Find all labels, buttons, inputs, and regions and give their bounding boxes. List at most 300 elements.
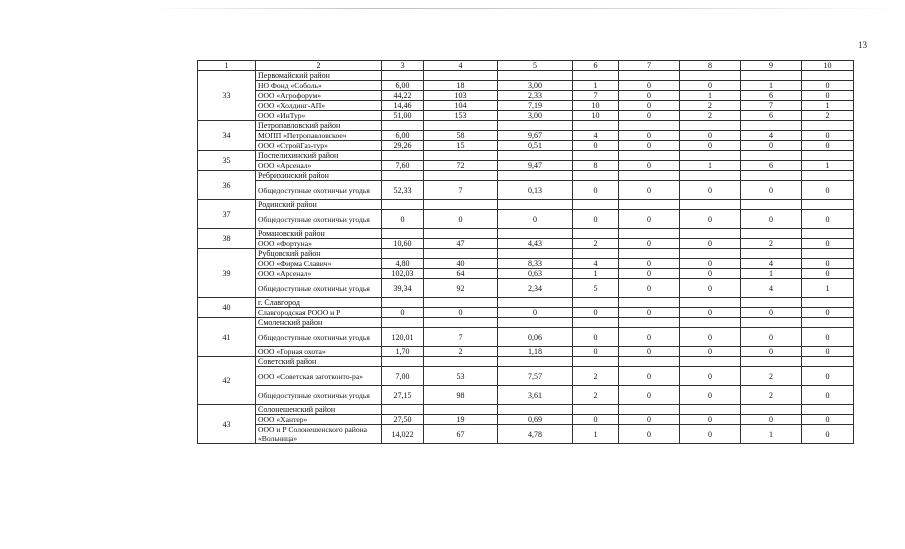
value-cell: 0: [680, 308, 741, 318]
value-cell: 0: [619, 328, 680, 347]
empty-cell: [741, 405, 802, 415]
empty-cell: [619, 151, 680, 161]
value-cell: 0,13: [498, 181, 573, 200]
value-cell: 7,19: [498, 101, 573, 111]
value-cell: 0,51: [498, 141, 573, 151]
district-row: [198, 249, 854, 259]
column-header: 4: [424, 61, 498, 71]
value-cell: 0: [680, 269, 741, 279]
empty-cell: [424, 71, 498, 81]
value-cell: 0: [802, 210, 854, 229]
district-row: [198, 71, 854, 81]
district-name: Смоленский район: [256, 318, 382, 328]
value-cell: 4,80: [382, 259, 424, 269]
table-row: [198, 239, 854, 249]
empty-cell: [573, 318, 619, 328]
entity-name: Общедоступные охотничьи угодья: [256, 210, 382, 229]
table-row: [198, 91, 854, 101]
entity-name: ООО «Фирма Славич»: [256, 259, 382, 269]
value-cell: 0: [680, 81, 741, 91]
value-cell: 92: [424, 279, 498, 298]
value-cell: 47: [424, 239, 498, 249]
group-number: 35: [198, 151, 256, 171]
empty-cell: [619, 298, 680, 308]
value-cell: 153: [424, 111, 498, 121]
district-row: [198, 171, 854, 181]
entity-name: НО Фонд «Соболь»: [256, 81, 382, 91]
district-name: Первомайский район: [256, 71, 382, 81]
empty-cell: [802, 405, 854, 415]
table-body: [198, 61, 854, 444]
column-header: 3: [382, 61, 424, 71]
empty-cell: [573, 200, 619, 210]
empty-cell: [498, 405, 573, 415]
empty-cell: [619, 200, 680, 210]
empty-cell: [680, 200, 741, 210]
entity-name: МОПП «Петропавловское»: [256, 131, 382, 141]
table-row: [198, 141, 854, 151]
value-cell: 0: [680, 239, 741, 249]
group-number: 40: [198, 298, 256, 318]
empty-cell: [573, 249, 619, 259]
entity-name: ООО «Горная охота»: [256, 347, 382, 357]
value-cell: 3,00: [498, 111, 573, 121]
value-cell: 0: [680, 259, 741, 269]
table-row: [198, 386, 854, 405]
value-cell: 0: [619, 367, 680, 386]
value-cell: 15: [424, 141, 498, 151]
district-name: Поспелихинский район: [256, 151, 382, 161]
value-cell: 2,34: [498, 279, 573, 298]
table-row: [198, 111, 854, 121]
empty-cell: [498, 171, 573, 181]
value-cell: 0: [802, 328, 854, 347]
district-row: [198, 229, 854, 239]
value-cell: 2: [741, 386, 802, 405]
value-cell: 0: [573, 181, 619, 200]
value-cell: 0: [573, 328, 619, 347]
value-cell: 1: [741, 81, 802, 91]
group-number: 38: [198, 229, 256, 249]
empty-cell: [573, 229, 619, 239]
value-cell: 6: [741, 91, 802, 101]
empty-cell: [573, 298, 619, 308]
value-cell: 0: [802, 367, 854, 386]
value-cell: 2: [680, 101, 741, 111]
value-cell: 0: [619, 181, 680, 200]
table-row: [198, 308, 854, 318]
value-cell: 7,00: [382, 367, 424, 386]
value-cell: 14,022: [382, 425, 424, 444]
empty-cell: [741, 121, 802, 131]
empty-cell: [619, 357, 680, 367]
table-row: [198, 367, 854, 386]
value-cell: 52,33: [382, 181, 424, 200]
empty-cell: [424, 200, 498, 210]
entity-name: ООО «ИнТур»: [256, 111, 382, 121]
group-number: 41: [198, 318, 256, 357]
value-cell: 0,63: [498, 269, 573, 279]
district-name: Ребрихинский район: [256, 171, 382, 181]
district-name: Солонешенский район: [256, 405, 382, 415]
value-cell: 0: [573, 415, 619, 425]
empty-cell: [382, 171, 424, 181]
value-cell: 0: [680, 367, 741, 386]
value-cell: 0: [680, 141, 741, 151]
value-cell: 0: [741, 415, 802, 425]
value-cell: 0: [802, 269, 854, 279]
value-cell: 1: [802, 101, 854, 111]
entity-name: Славгородская РООО и Р: [256, 308, 382, 318]
empty-cell: [680, 121, 741, 131]
empty-cell: [498, 229, 573, 239]
group-number: 34: [198, 121, 256, 151]
value-cell: 0: [619, 308, 680, 318]
value-cell: 0: [619, 210, 680, 229]
value-cell: 1: [680, 91, 741, 101]
value-cell: 0: [424, 210, 498, 229]
value-cell: 2: [741, 239, 802, 249]
district-row: [198, 151, 854, 161]
empty-cell: [573, 171, 619, 181]
empty-cell: [498, 71, 573, 81]
page-number: 13: [858, 40, 867, 50]
value-cell: 6,00: [382, 131, 424, 141]
entity-name: ООО «Хантер»: [256, 415, 382, 425]
empty-cell: [573, 151, 619, 161]
value-cell: 0: [382, 210, 424, 229]
empty-cell: [680, 71, 741, 81]
table-row: [198, 131, 854, 141]
table-row: [198, 181, 854, 200]
value-cell: 0: [680, 425, 741, 444]
value-cell: 0: [741, 141, 802, 151]
value-cell: 9,67: [498, 131, 573, 141]
empty-cell: [741, 151, 802, 161]
empty-cell: [680, 151, 741, 161]
value-cell: 0: [741, 210, 802, 229]
value-cell: 2: [573, 239, 619, 249]
empty-cell: [573, 71, 619, 81]
entity-name: ООО «СтройГаз-тур»: [256, 141, 382, 151]
value-cell: 53: [424, 367, 498, 386]
value-cell: 0: [619, 386, 680, 405]
value-cell: 4: [741, 131, 802, 141]
empty-cell: [802, 200, 854, 210]
district-name: Рубцовский район: [256, 249, 382, 259]
value-cell: 0,06: [498, 328, 573, 347]
value-cell: 0: [680, 386, 741, 405]
value-cell: 0: [619, 161, 680, 171]
empty-cell: [498, 151, 573, 161]
table-row: [198, 415, 854, 425]
value-cell: 8: [573, 161, 619, 171]
empty-cell: [619, 71, 680, 81]
value-cell: 4: [573, 259, 619, 269]
value-cell: 4: [741, 279, 802, 298]
value-cell: 8,33: [498, 259, 573, 269]
group-number: 42: [198, 357, 256, 405]
value-cell: 0: [802, 347, 854, 357]
value-cell: 0: [619, 91, 680, 101]
value-cell: 0: [741, 308, 802, 318]
empty-cell: [424, 171, 498, 181]
value-cell: 120,01: [382, 328, 424, 347]
value-cell: 4,78: [498, 425, 573, 444]
value-cell: 0: [498, 308, 573, 318]
entity-name: ООО «Арсенал»: [256, 161, 382, 171]
value-cell: 6: [741, 111, 802, 121]
empty-cell: [680, 229, 741, 239]
table-row: [198, 161, 854, 171]
empty-cell: [619, 229, 680, 239]
value-cell: 27,15: [382, 386, 424, 405]
value-cell: 0: [802, 141, 854, 151]
value-cell: 0: [573, 347, 619, 357]
empty-cell: [680, 171, 741, 181]
value-cell: 0: [802, 415, 854, 425]
table-row: [198, 347, 854, 357]
table-row: [198, 210, 854, 229]
empty-cell: [619, 405, 680, 415]
district-row: [198, 121, 854, 131]
value-cell: 27,50: [382, 415, 424, 425]
value-cell: 10: [573, 111, 619, 121]
value-cell: 0: [802, 239, 854, 249]
value-cell: 0: [619, 415, 680, 425]
entity-name: ООО «Агрофорум»: [256, 91, 382, 101]
value-cell: 44,22: [382, 91, 424, 101]
district-row: [198, 405, 854, 415]
empty-cell: [382, 357, 424, 367]
empty-cell: [619, 249, 680, 259]
value-cell: 2: [741, 367, 802, 386]
column-header: 7: [619, 61, 680, 71]
hunting-grounds-table: [197, 60, 854, 444]
empty-cell: [498, 357, 573, 367]
empty-cell: [498, 318, 573, 328]
value-cell: 0: [619, 269, 680, 279]
table-row: [198, 425, 854, 444]
empty-cell: [741, 171, 802, 181]
group-number: 37: [198, 200, 256, 229]
value-cell: 0: [680, 347, 741, 357]
empty-cell: [498, 200, 573, 210]
empty-cell: [424, 298, 498, 308]
district-row: [198, 318, 854, 328]
value-cell: 0: [741, 328, 802, 347]
empty-cell: [680, 357, 741, 367]
table-row: [198, 328, 854, 347]
value-cell: 10,60: [382, 239, 424, 249]
empty-cell: [802, 121, 854, 131]
value-cell: 58: [424, 131, 498, 141]
value-cell: 0: [382, 308, 424, 318]
value-cell: 0: [619, 279, 680, 298]
empty-cell: [619, 121, 680, 131]
entity-name: ООО «Советская заготконто-ра»: [256, 367, 382, 386]
value-cell: 0: [619, 259, 680, 269]
value-cell: 0: [680, 415, 741, 425]
empty-cell: [741, 357, 802, 367]
value-cell: 2: [680, 111, 741, 121]
empty-cell: [573, 121, 619, 131]
empty-cell: [619, 171, 680, 181]
value-cell: 0: [573, 308, 619, 318]
entity-name: ООО «Арсенал»: [256, 269, 382, 279]
column-header: 10: [802, 61, 854, 71]
value-cell: 2: [802, 111, 854, 121]
value-cell: 0: [802, 91, 854, 101]
value-cell: 0: [802, 181, 854, 200]
value-cell: 1: [573, 81, 619, 91]
empty-cell: [498, 249, 573, 259]
value-cell: 40: [424, 259, 498, 269]
entity-name: Общедоступные охотничьи угодья: [256, 328, 382, 347]
table-header-row: [198, 61, 854, 71]
value-cell: 0: [802, 131, 854, 141]
value-cell: 51,00: [382, 111, 424, 121]
group-number: 39: [198, 249, 256, 298]
table-row: [198, 101, 854, 111]
empty-cell: [680, 405, 741, 415]
empty-cell: [382, 249, 424, 259]
empty-cell: [741, 229, 802, 239]
empty-cell: [619, 318, 680, 328]
empty-cell: [680, 298, 741, 308]
empty-cell: [382, 298, 424, 308]
group-number: 43: [198, 405, 256, 444]
empty-cell: [382, 71, 424, 81]
value-cell: 19: [424, 415, 498, 425]
empty-cell: [424, 357, 498, 367]
empty-cell: [424, 121, 498, 131]
empty-cell: [802, 71, 854, 81]
empty-cell: [382, 229, 424, 239]
column-header: 9: [741, 61, 802, 71]
value-cell: 103: [424, 91, 498, 101]
value-cell: 3,61: [498, 386, 573, 405]
district-row: [198, 200, 854, 210]
value-cell: 0: [619, 347, 680, 357]
value-cell: 10: [573, 101, 619, 111]
value-cell: 0: [619, 101, 680, 111]
empty-cell: [680, 318, 741, 328]
district-row: [198, 357, 854, 367]
empty-cell: [382, 200, 424, 210]
empty-cell: [802, 171, 854, 181]
column-header: 6: [573, 61, 619, 71]
value-cell: 2: [573, 367, 619, 386]
value-cell: 1: [741, 425, 802, 444]
empty-cell: [424, 405, 498, 415]
value-cell: 39,34: [382, 279, 424, 298]
value-cell: 7: [741, 101, 802, 111]
value-cell: 4: [741, 259, 802, 269]
empty-cell: [424, 229, 498, 239]
empty-cell: [680, 249, 741, 259]
value-cell: 0: [680, 279, 741, 298]
district-name: г. Славгород: [256, 298, 382, 308]
value-cell: 2: [424, 347, 498, 357]
column-header: 8: [680, 61, 741, 71]
value-cell: 1,18: [498, 347, 573, 357]
value-cell: 0: [424, 308, 498, 318]
value-cell: 0: [619, 239, 680, 249]
value-cell: 2: [573, 386, 619, 405]
value-cell: 4,43: [498, 239, 573, 249]
value-cell: 0: [802, 386, 854, 405]
value-cell: 6: [741, 161, 802, 171]
table-row: [198, 269, 854, 279]
empty-cell: [382, 151, 424, 161]
value-cell: 1: [573, 269, 619, 279]
value-cell: 102,03: [382, 269, 424, 279]
empty-cell: [424, 151, 498, 161]
value-cell: 0: [680, 328, 741, 347]
value-cell: 0: [802, 425, 854, 444]
column-header: 5: [498, 61, 573, 71]
table-row: [198, 259, 854, 269]
entity-name: Общедоступные охотничьи угодья: [256, 279, 382, 298]
value-cell: 7,57: [498, 367, 573, 386]
value-cell: 1: [802, 279, 854, 298]
value-cell: 0: [619, 81, 680, 91]
value-cell: 0: [680, 210, 741, 229]
entity-name: ООО и Р Солонешенского района «Вольница»: [256, 425, 382, 444]
empty-cell: [802, 229, 854, 239]
value-cell: 3,00: [498, 81, 573, 91]
value-cell: 0: [498, 210, 573, 229]
empty-cell: [802, 151, 854, 161]
empty-cell: [741, 298, 802, 308]
value-cell: 0: [802, 81, 854, 91]
value-cell: 0,69: [498, 415, 573, 425]
value-cell: 0: [573, 141, 619, 151]
value-cell: 1: [680, 161, 741, 171]
value-cell: 7: [424, 328, 498, 347]
value-cell: 0: [619, 141, 680, 151]
empty-cell: [382, 318, 424, 328]
value-cell: 0: [680, 131, 741, 141]
empty-cell: [573, 357, 619, 367]
empty-cell: [498, 121, 573, 131]
district-name: Родинский район: [256, 200, 382, 210]
value-cell: 14,46: [382, 101, 424, 111]
empty-cell: [382, 405, 424, 415]
value-cell: 2,33: [498, 91, 573, 101]
empty-cell: [498, 298, 573, 308]
empty-cell: [741, 318, 802, 328]
value-cell: 7,60: [382, 161, 424, 171]
entity-name: Общедоступные охотничьи угодья: [256, 181, 382, 200]
value-cell: 0: [573, 210, 619, 229]
empty-cell: [741, 249, 802, 259]
empty-cell: [382, 121, 424, 131]
empty-cell: [802, 298, 854, 308]
column-header: 2: [256, 61, 382, 71]
value-cell: 67: [424, 425, 498, 444]
empty-cell: [802, 249, 854, 259]
value-cell: 1: [741, 269, 802, 279]
value-cell: 0: [619, 131, 680, 141]
empty-cell: [802, 357, 854, 367]
value-cell: 1: [802, 161, 854, 171]
value-cell: 7: [573, 91, 619, 101]
district-name: Романовский район: [256, 229, 382, 239]
empty-cell: [741, 71, 802, 81]
scan-edge-line: [150, 8, 900, 9]
